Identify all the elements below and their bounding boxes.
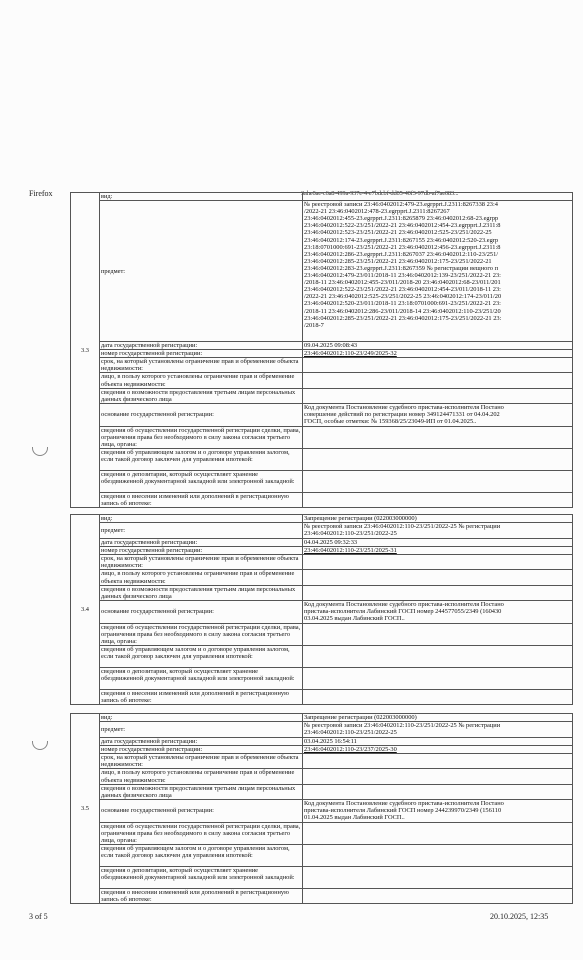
section-3-4-table [70, 514, 573, 705]
field-label-vid: вид: [100, 714, 303, 722]
field-label-data: дата государственной регистрации: [100, 342, 303, 350]
predmet-value: № реестровой записи 23:46:0402012:110-23/251/2022-25 № регистрации 23:46:0402012:110-23/251/2022-25 [303, 523, 573, 539]
field-label-srok: срок, на который установлены ограничение прав и обременение объекта недвижимости: [100, 754, 303, 769]
field-label-pledge-manager: сведения об управляющем залогом и о договоре управления залогом, если такой договор заключен для управления ипотекой: [100, 449, 303, 471]
osnovanie-value: Код документа Постановление судебного пристава-исполнителя Постано пристава-исполнителя Лабинский ГОСП номер 244239970/2349 (156110 01.04.2025 выдан Лабинский ГОСП.. [303, 799, 573, 822]
nomer-value: 23:46:0402012:110-23/249/2025-32 [303, 350, 573, 358]
field-label-litso: лицо, в пользу которого установлены ограничение прав и обременение объекта недвижимости: [100, 373, 303, 388]
page-url: 3ahe0ae-c6a8-499a-937e-4-e7bdcbf-dd05-40f3-97db-af7ae083... [301, 190, 459, 197]
data-value: 09.04.2025 09:08:43 [303, 342, 573, 350]
print-datetime: 20.10.2025, 12:35 [490, 912, 549, 921]
nomer-value: 23:46:0402012:110-23/251/2025-31 [303, 547, 573, 555]
field-label-predmet: предмет: [100, 722, 303, 738]
field-label-pledge-manager: сведения об управляющем залогом и о договоре управления залогом, если такой договор заключен для управления ипотекой: [100, 845, 303, 867]
field-label-consent: сведения об осуществлении государственной регистрации сделки, права, ограничения права без необходимого в силу закона согласия третьего лица, органа: [100, 623, 303, 645]
osnovanie-value: Код документа Постановление судебного пристава-исполнителя Постано совершение действий по регистрации номер 349124471331 от 04.04.202 ГОСП, особые отметки: № 159368/25/23049-ИП от 01.04.2025.. [303, 403, 573, 426]
vid-value: Запрещение регистрации (022003000000) [303, 714, 573, 722]
field-label-srok: срок, на который установлены ограничение прав и обременение объекта недвижимости: [100, 555, 303, 570]
field-label-third-party: сведения о возможности предоставления третьим лицам персональных данных физического лица [100, 784, 303, 799]
field-label-nomer: номер государственной регистрации: [100, 350, 303, 358]
field-label-depository: сведения о депозитарии, который осуществляет хранение обездвиженной документарной закладной или электронной закладной: [100, 471, 303, 493]
data-value: 03.04.2025 16:54:11 [303, 738, 573, 746]
field-label-litso: лицо, в пользу которого установлены ограничение прав и обременение объекта недвижимости: [100, 769, 303, 784]
field-label-osnovanie: основание государственной регистрации: [100, 799, 303, 822]
field-label-depository: сведения о депозитарии, который осуществляет хранение обездвиженной документарной закладной или электронной закладной: [100, 867, 303, 889]
field-label-nomer: номер государственной регистрации: [100, 547, 303, 555]
field-label-depository: сведения о депозитарии, который осуществляет хранение обездвиженной документарной закладной или электронной закладной: [100, 668, 303, 690]
field-label-predmet: предмет: [100, 201, 303, 342]
punch-hole-mark [32, 447, 48, 456]
data-value: 04.04.2025 09:32:33 [303, 539, 573, 547]
section-number: 3.4 [71, 515, 100, 705]
field-label-nomer: номер государственной регистрации: [100, 746, 303, 754]
punch-hole-mark [32, 741, 48, 750]
predmet-value: № реестровой записи 23:46:0402012:110-23/251/2022-25 № регистрации 23:46:0402012:110-23/251/2022-25 [303, 722, 573, 738]
field-label-osnovanie: основание государственной регистрации: [100, 403, 303, 426]
field-label-data: дата государственной регистрации: [100, 539, 303, 547]
field-label-pledge-manager: сведения об управляющем залогом и о договоре управления залогом, если такой договор заключен для управления ипотекой: [100, 646, 303, 668]
field-label-data: дата государственной регистрации: [100, 738, 303, 746]
field-label-changes: сведения о внесении изменений или дополнений в регистрационную запись об ипотеке: [100, 889, 303, 904]
field-label-osnovanie: основание государственной регистрации: [100, 600, 303, 623]
browser-name: Firefox [29, 189, 53, 198]
osnovanie-value: Код документа Постановление судебного пристава-исполнителя Постано пристава-исполнителя Лабинский ГОСП номер 244577055/2349 (160430 03.04.2025 выдан Лабинский ГОСП.. [303, 600, 573, 623]
field-label-third-party: сведения о возможности предоставления третьим лицам персональных данных физического лица [100, 388, 303, 403]
section-3-3-table [70, 192, 573, 508]
predmet-value: № реестровой записи 23:46:0402012:479-23.egrpprt.J.2311:8267338 23:4 /2022-21 23:46:0402012:478-23.egrpprt.J.2311:8267267 23:46:0402012:455-23.egrpprt.J.2311:8265879 23:46:0402012:68-23.egrpp 23:46:0402012:522-23/251/2022-21 23:46:0402012:454-23.egrpprt.J.2311:8 23:46:0402012:523-23/251/2022-21 23:46:0402012:525-23/251/2022-25 23:46:0402012:174-23.egrpprt.J.2311:8267155 23:46:0402012:520-23.egrp 23:18:0701000:691-23/251/2022-21 23:46:0402012:456-23.egrpprt.J.2311:8 23:46:0402012:286-23.egrpprt.J.2311:8267037 23:46:0402012:110-23/251/ 23:46:0402012:285-23/251/2022-21 23:46:0402012:175-23/251/2022-21 23:46:0402012:283-23.egrpprt.J.2311:8267359 № регистрации вещного п 23:46:0402012:479-23/011/2018-11 23:46:0402012:139-23/251/2022-21 23: /2018-11 23:46:0402012:455-23/011/2018-20 23:46:0402012:68-23/011/201 23:46:0402012:522-23/251/2022-21 23:46:0402012:454-23/011/2018-11 23: /2022-21 23:46:0402012:525-23/251/2022-25 23:46:0402012:174-23/011/20 23:46:0402012:520-23/011/2018-11 23:18:0701000:691-23/251/2022-21 23: /2018-11 23:46:0402012:286-23/011/2018-14 23:46:0402012:110-23/251/20 23:46:0402012:285-23/251/2022-21 23:46:0402012:175-23/251/2022-21 23: /2018-7 [303, 201, 573, 342]
field-label-vid: вид: [100, 515, 303, 523]
section-number: 3.5 [71, 714, 100, 904]
field-label-third-party: сведения о возможности предоставления третьим лицам персональных данных физического лица [100, 585, 303, 600]
field-label-changes: сведения о внесении изменений или дополнений в регистрационную запись об ипотеке: [100, 493, 303, 508]
nomer-value: 23:46:0402012:110-23/237/2025-30 [303, 746, 573, 754]
field-label-litso: лицо, в пользу которого установлены ограничение прав и обременение объекта недвижимости: [100, 570, 303, 585]
field-label-consent: сведения об осуществлении государственной регистрации сделки, права, ограничения права без необходимого в силу закона согласия третьего лица, органа: [100, 426, 303, 448]
field-label-predmet: предмет: [100, 523, 303, 539]
field-label-consent: сведения об осуществлении государственной регистрации сделки, права, ограничения права без необходимого в силу закона согласия третьего лица, органа: [100, 822, 303, 844]
field-label-changes: сведения о внесении изменений или дополнений в регистрационную запись об ипотеке: [100, 690, 303, 705]
field-label-srok: срок, на который установлены ограничение прав и обременение объекта недвижимости: [100, 358, 303, 373]
field-label-vid: вид: [100, 193, 303, 201]
page-counter: 3 of 5 [29, 912, 48, 921]
vid-value: Запрещение регистрации (022003000000) [303, 515, 573, 523]
section-number: 3.3 [71, 193, 100, 508]
section-3-5-table [70, 713, 573, 904]
